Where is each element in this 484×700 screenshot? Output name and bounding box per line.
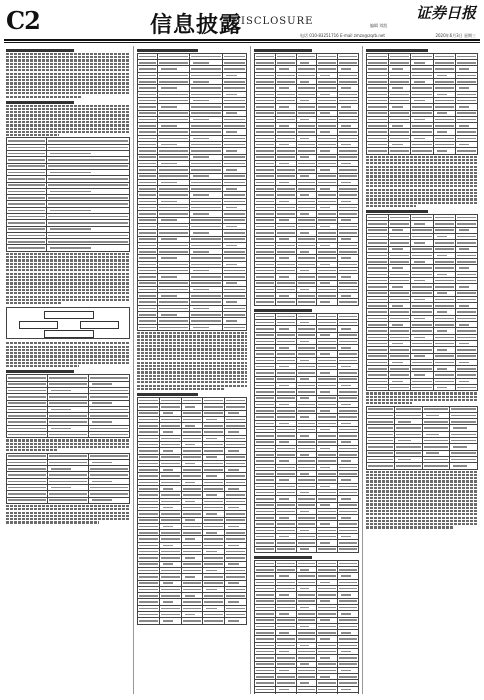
table-cell xyxy=(367,148,389,154)
section-heading xyxy=(254,309,359,312)
table-cell xyxy=(275,546,296,552)
column-divider xyxy=(133,46,134,694)
table-cell xyxy=(411,148,433,154)
table-cell xyxy=(389,385,411,391)
data-table xyxy=(254,313,359,553)
page-header xyxy=(0,0,484,42)
table-cell xyxy=(7,497,48,503)
section-title: 信息披露 xyxy=(150,13,243,38)
data-table xyxy=(6,453,130,504)
issue-date: 2020年6月3日 星期三 xyxy=(435,33,476,38)
table-cell xyxy=(203,618,225,624)
data-table xyxy=(137,397,247,625)
table-cell xyxy=(338,546,359,552)
body-text xyxy=(366,471,478,529)
table-cell xyxy=(255,693,276,694)
table-cell xyxy=(138,618,160,624)
body-text xyxy=(366,392,478,404)
table-cell xyxy=(48,432,89,438)
table-cell xyxy=(296,546,317,552)
section-heading xyxy=(137,49,247,52)
table-cell xyxy=(411,385,433,391)
table-cell xyxy=(225,618,247,624)
column-3 xyxy=(254,46,359,694)
section-heading xyxy=(254,556,359,559)
table-row xyxy=(255,693,359,694)
table-cell xyxy=(275,693,296,694)
table-cell xyxy=(367,463,395,469)
table-cell xyxy=(296,299,317,305)
table-cell xyxy=(433,148,455,154)
table-cell xyxy=(367,385,389,391)
table-cell xyxy=(7,432,48,438)
body-text xyxy=(366,156,478,207)
data-table xyxy=(6,137,130,251)
table-cell xyxy=(190,324,223,330)
table-row xyxy=(138,324,247,330)
header-rule xyxy=(4,39,480,41)
table-cell xyxy=(296,693,317,694)
table-row xyxy=(367,385,478,391)
table-row xyxy=(7,245,130,251)
section-heading xyxy=(366,210,478,213)
table-cell xyxy=(394,463,422,469)
body-text xyxy=(6,439,130,451)
column-divider xyxy=(362,46,363,694)
column-divider xyxy=(250,46,251,694)
table-cell xyxy=(255,546,276,552)
body-text xyxy=(6,342,130,367)
section-heading xyxy=(6,49,130,52)
body-text xyxy=(6,53,130,98)
column-1 xyxy=(6,46,130,694)
table-row xyxy=(7,497,130,503)
table-cell xyxy=(317,299,338,305)
table-cell xyxy=(433,385,455,391)
section-heading xyxy=(137,393,247,396)
table-cell xyxy=(455,148,477,154)
header-rule-thin xyxy=(4,42,480,43)
column-2 xyxy=(137,46,247,694)
data-table xyxy=(366,214,478,391)
section-heading xyxy=(254,49,359,52)
table-cell xyxy=(422,463,450,469)
data-table xyxy=(366,53,478,155)
data-table xyxy=(254,560,359,694)
page-number: C2 xyxy=(6,6,40,35)
body-text xyxy=(6,253,130,304)
table-cell xyxy=(450,463,478,469)
table-cell xyxy=(455,385,477,391)
data-table xyxy=(137,53,247,331)
newspaper-logo: 证券日报 xyxy=(415,4,476,22)
table-cell xyxy=(46,245,129,251)
table-row xyxy=(7,432,130,438)
table-cell xyxy=(89,432,130,438)
ownership-diagram xyxy=(6,307,130,339)
table-row xyxy=(255,546,359,552)
table-cell xyxy=(317,546,338,552)
section-heading xyxy=(366,49,478,52)
table-row xyxy=(367,463,478,469)
table-cell xyxy=(138,324,158,330)
table-cell xyxy=(7,245,47,251)
table-row xyxy=(138,618,247,624)
table-cell xyxy=(157,324,190,330)
column-4 xyxy=(366,46,478,694)
table-cell xyxy=(338,693,359,694)
table-cell xyxy=(275,299,296,305)
table-cell xyxy=(389,148,411,154)
section-title-en: DISCLOSURE xyxy=(232,16,314,27)
body-text xyxy=(6,505,130,524)
table-row xyxy=(255,299,359,305)
table-cell xyxy=(222,324,246,330)
section-heading xyxy=(6,101,130,104)
body-text xyxy=(137,332,247,390)
table-row xyxy=(367,148,478,154)
table-cell xyxy=(48,497,89,503)
contact-line: 电话 010-83251716 E-mail zmzx@zqrb.net xyxy=(300,33,385,38)
data-table xyxy=(366,406,478,470)
table-cell xyxy=(181,618,203,624)
table-cell xyxy=(317,693,338,694)
table-cell xyxy=(338,299,359,305)
table-cell xyxy=(89,497,130,503)
data-table xyxy=(6,374,130,438)
table-cell xyxy=(159,618,181,624)
data-table xyxy=(254,53,359,306)
section-heading xyxy=(6,370,130,373)
table-cell xyxy=(255,299,276,305)
body-text xyxy=(6,105,130,137)
editor-credit: 编辑 刘凯 xyxy=(370,23,388,28)
